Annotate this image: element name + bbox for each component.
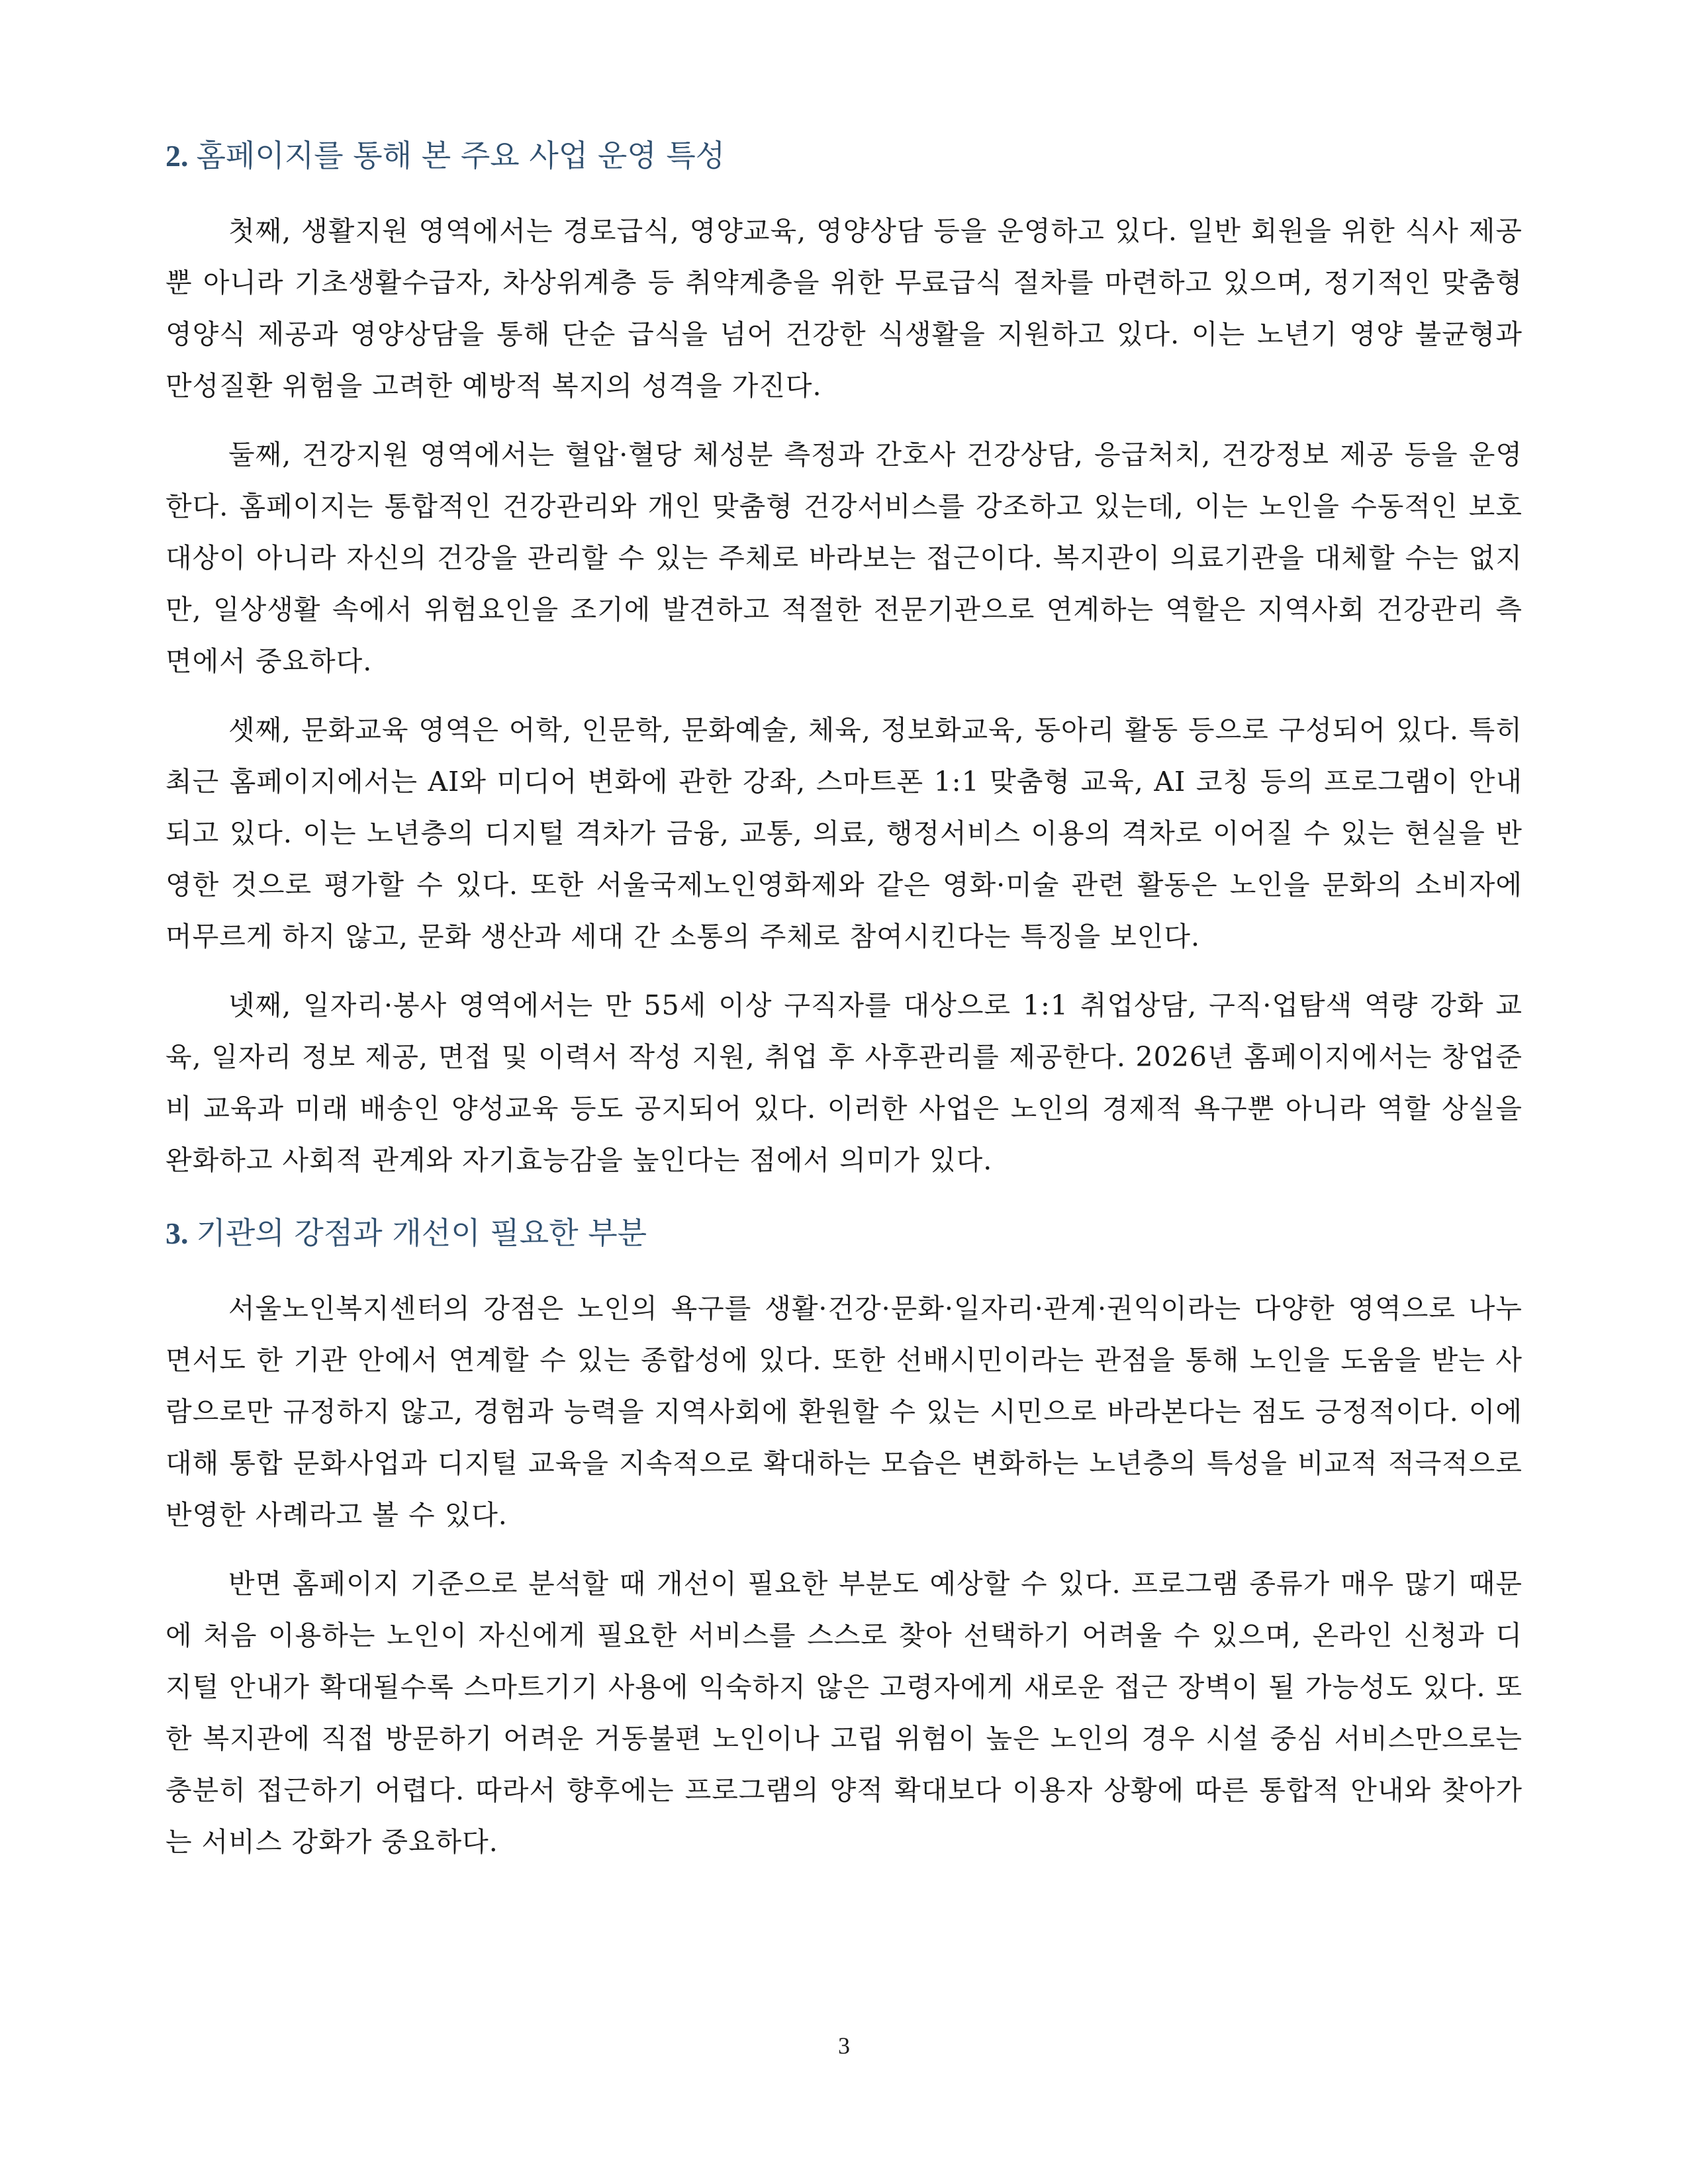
section-3-heading: [165, 1203, 1523, 1263]
section-2-number: 2.: [165, 139, 189, 173]
section-3-paragraph-1: 서울노인복지센터의 강점은 노인의 욕구를 생활·건강·문화·일자리·관계·권익이라는 다양한 영역으로 나누면서도 한 기관 안에서 연계할 수 있는 종합성에 있다. 또한 선배시민이라는 관점을 통해 노인을 도움을 받는 사람으로만 규정하지 않고, 경험과 능력을 지역사회에 환원할 수 있는 시민으로 바라본다는 점도 긍정적이다. 이에 대해 통합 문화사업과 디지털 교육을 지속적으로 확대하는 모습은 변화하는 노년층의 특성을 비교적 적극적으로 반영한 사례라고 볼 수 있다.: [165, 1293, 1523, 1531]
section-3-paragraph-2: 반면 홈페이지 기준으로 분석할 때 개선이 필요한 부분도 예상할 수 있다. 프로그램 종류가 매우 많기 때문에 처음 이용하는 노인이 자신에게 필요한 서비스를 스스로 찾아 선택하기 어려울 수 있으며, 온라인 신청과 디지털 안내가 확대될수록 스마트기기 사용에 익숙하지 않은 고령자에게 새로운 접근 장벽이 될 가능성도 있다. 또한 복지관에 직접 방문하기 어려운 거동불편 노인이나 고립 위험이 높은 노인의 경우 시설 중심 서비스만으로는 충분히 접근하기 어렵다. 따라서 향후에는 프로그램의 양적 확대보다 이용자 상황에 따른 통합적 안내와 찾아가는 서비스 강화가 중요하다.: [165, 1568, 1523, 1858]
section-2-paragraph-2: 둘째, 건강지원 영역에서는 혈압·혈당 체성분 측정과 간호사 건강상담, 응급처치, 건강정보 제공 등을 운영한다. 홈페이지는 통합적인 건강관리와 개인 맞춤형 건강서비스를 강조하고 있는데, 이는 노인을 수동적인 보호 대상이 아니라 자신의 건강을 관리할 수 있는 주체로 바라보는 접근이다. 복지관이 의료기관을 대체할 수는 없지만, 일상생활 속에서 위험요인을 조기에 발견하고 적절한 전문기관으로 연계하는 역할은 지역사회 건강관리 측면에서 중요하다.: [165, 439, 1523, 677]
section-2-heading: [165, 126, 1523, 185]
section-2-title: 홈페이지를 통해 본 주요 사업 운영 특성: [196, 138, 726, 173]
section-3-number: 3.: [165, 1216, 189, 1250]
section-2-paragraph-1: 첫째, 생활지원 영역에서는 경로급식, 영양교육, 영양상담 등을 운영하고 있다. 일반 회원을 위한 식사 제공뿐 아니라 기초생활수급자, 차상위계층 등 취약계층을 위한 무료급식 절차를 마련하고 있으며, 정기적인 맞춤형 영양식 제공과 영양상담을 통해 단순 급식을 넘어 건강한 식생활을 지원하고 있다. 이는 노년기 영양 불균형과 만성질환 위험을 고려한 예방적 복지의 성격을 가진다.: [165, 215, 1523, 402]
document-page: [165, 126, 1523, 1885]
section-3-title: 기관의 강점과 개선이 필요한 부분: [196, 1215, 647, 1251]
page-number: 3: [838, 2032, 850, 2059]
section-2-paragraph-4: 넷째, 일자리·봉사 영역에서는 만 55세 이상 구직자를 대상으로 1:1 취업상담, 구직·업탐색 역량 강화 교육, 일자리 정보 제공, 면접 및 이력서 작성 지원, 취업 후 사후관리를 제공한다. 2026년 홈페이지에서는 창업준비 교육과 미래 배송인 양성교육 등도 공지되어 있다. 이러한 사업은 노인의 경제적 욕구뿐 아니라 역할 상실을 완화하고 사회적 관계와 자기효능감을 높인다는 점에서 의미가 있다.: [165, 989, 1523, 1176]
section-2-paragraph-3: 셋째, 문화교육 영역은 어학, 인문학, 문화예술, 체육, 정보화교육, 동아리 활동 등으로 구성되어 있다. 특히 최근 홈페이지에서는 AI와 미디어 변화에 관한 강좌, 스마트폰 1:1 맞춤형 교육, AI 코칭 등의 프로그램이 안내되고 있다. 이는 노년층의 디지털 격차가 금융, 교통, 의료, 행정서비스 이용의 격차로 이어질 수 있는 현실을 반영한 것으로 평가할 수 있다. 또한 서울국제노인영화제와 같은 영화·미술 관련 활동은 노인을 문화의 소비자에 머무르게 하지 않고, 문화 생산과 세대 간 소통의 주체로 참여시킨다는 특징을 보인다.: [165, 714, 1523, 952]
